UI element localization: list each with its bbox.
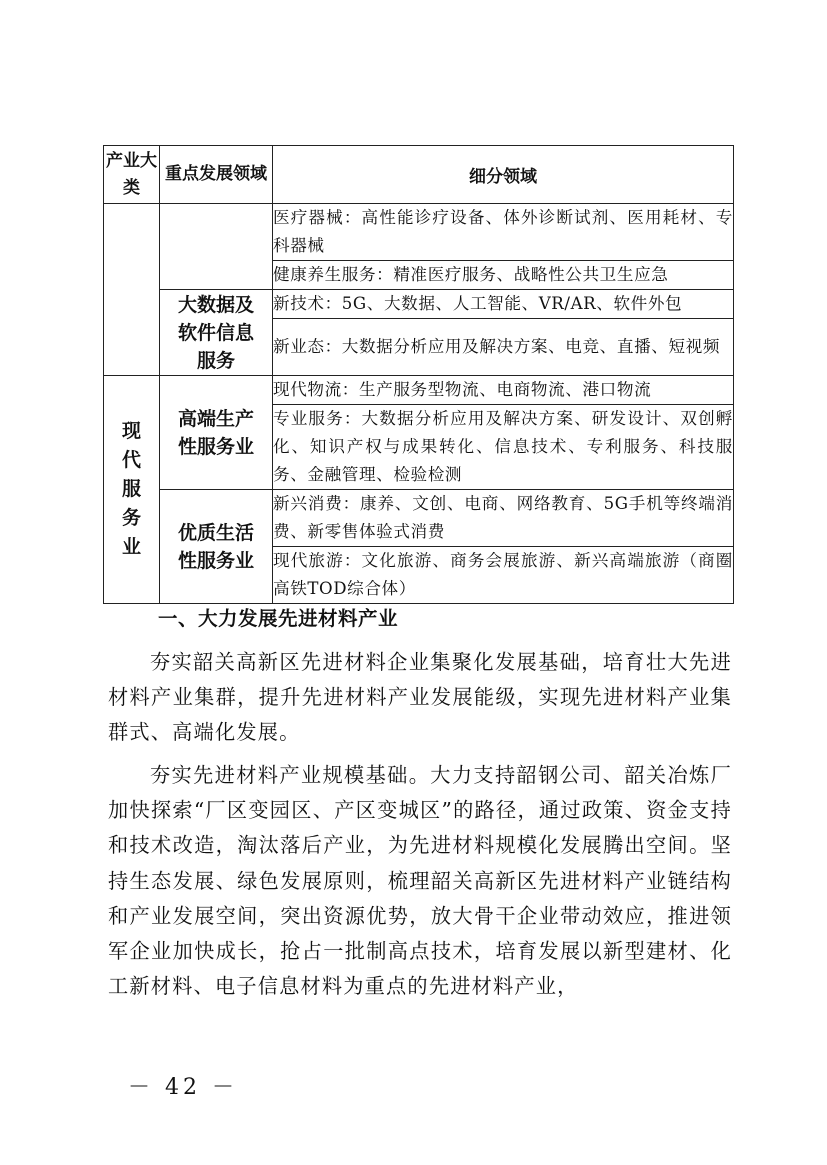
sub-field-logistics: 现代物流：生产服务型物流、电商物流、港口物流 [273, 376, 734, 405]
sub-field-health: 健康养生服务：精准医疗服务、战略性公共卫生应急 [273, 261, 734, 290]
header-sub-fields: 细分领域 [273, 146, 734, 204]
sub-field-consumption: 新兴消费：康养、文创、电商、网络教育、5G手机等终端消费、新零售体验式消费 [273, 490, 734, 547]
industry-table [103, 145, 734, 604]
section-heading: 一、大力发展先进材料产业 [158, 607, 399, 630]
page-number: － 42 － [128, 1075, 238, 1100]
header-key-area: 重点发展领域 [160, 146, 273, 204]
sub-field-tourism: 现代旅游：文化旅游、商务会展旅游、新兴高端旅游（商圈高铁TOD综合体） [273, 547, 734, 604]
category-cell-continued [104, 204, 160, 376]
table-row [104, 290, 734, 319]
sub-field-professional: 专业服务：大数据分析应用及解决方案、研发设计、双创孵化、知识产权与成果转化、信息技术、专利服务、科技服务、金融管理、检验检测 [273, 405, 734, 490]
body-paragraph-2: 夯实先进材料产业规模基础。大力支持韶钢公司、韶关冶炼厂加快探索“厂区变园区、产区变城区”的路径，通过政策、资金支持和技术改造，淘汰落后产业，为先进材料规模化发展腾出空间。坚持生态发展、绿色发展原则，梳理韶关高新区先进材料产业链结构和产业发展空间，突出资源优势，放大骨干企业带动效应，推进领军企业加快成长，抢占一批制高点技术，培育发展以新型建材、化工新材料、电子信息材料为重点的先进材料产业， [108, 763, 732, 999]
table-row [104, 204, 734, 261]
sub-field-bigdata-format: 新业态：大数据分析应用及解决方案、电竞、直播、短视频 [273, 319, 734, 376]
category-modern-service: 现代服务业 [104, 376, 160, 604]
key-area-producer-service: 高端生产性服务业 [160, 376, 273, 490]
table-header-row [104, 146, 734, 204]
header-category: 产业大类 [104, 146, 160, 204]
body-paragraph-1: 夯实韶关高新区先进材料企业集聚化发展基础，培育壮大先进材料产业集群，提升先进材料产业发展能级，实现先进材料产业集群式、高端化发展。 [108, 650, 732, 745]
sub-field-medical: 医疗器械：高性能诊疗设备、体外诊断试剂、医用耗材、专科器械 [273, 204, 734, 261]
key-area-bigdata: 大数据及软件信息服务 [160, 290, 273, 376]
sub-field-bigdata-tech: 新技术：5G、大数据、人工智能、VR/AR、软件外包 [273, 290, 734, 319]
table-row [104, 376, 734, 405]
key-area-cell-continued [160, 204, 273, 290]
key-area-quality-life-service: 优质生活性服务业 [160, 490, 273, 604]
table-row [104, 490, 734, 547]
